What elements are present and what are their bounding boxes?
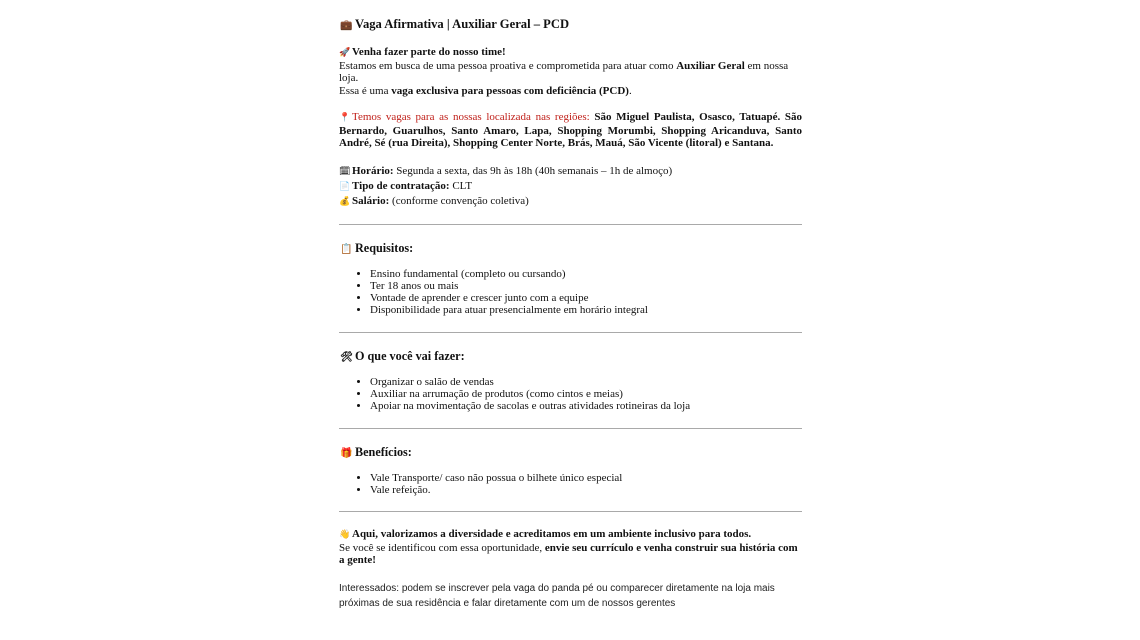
list-item: • Vontade de aprender e crescer junto com a equipe — [370, 292, 802, 304]
money-bag-icon: 💰 — [339, 196, 351, 207]
intro-line-1: Estamos em busca de uma pessoa proativa e comprometida para atuar como Auxiliar Geral em nossa loja. — [339, 59, 789, 84]
list-item: • Auxiliar na arrumação de produtos (como cintos e meias) — [370, 388, 802, 400]
list-item: • Organizar o salão de vendas — [370, 376, 802, 388]
divider — [339, 511, 802, 512]
detail-salario: 💰 Salário: (conforme convenção coletiva) — [339, 194, 529, 207]
closing-heading: Aqui, valorizamos a diversidade e acreditamos em um ambiente inclusivo para todos. — [352, 528, 752, 541]
clipboard-icon: 📋 — [340, 243, 353, 255]
locations-list: São Miguel Paulista, Osasco, Tatuapé. São Bernardo, Guarulhos, Santo Amaro, Lapa, Shopping Morumbi, Shopping Aricanduva, Santo André, Sé (rua Direita), Shopping Center Norte, Brás, Mauá, São Vicente (litoral) e Santana. — [339, 111, 802, 149]
requisitos-title: 📋 Requisitos: — [340, 240, 802, 258]
beneficios-title: 🎁 Benefícios: — [340, 444, 802, 462]
gift-icon: 🎁 — [340, 447, 353, 459]
atividades-list — [339, 376, 802, 413]
intro-heading: Venha fazer parte do nosso time! — [352, 46, 506, 58]
pin-icon: 📍 — [339, 113, 351, 123]
tools-icon: 🛠 — [340, 351, 353, 363]
page-title — [340, 16, 802, 34]
calendar-icon: 🗓 — [339, 166, 351, 177]
list-item: • Vale Transporte/ caso não possua o bilhete único especial — [370, 472, 802, 484]
divider — [339, 224, 802, 225]
footer-note: Interessados: podem se inscrever pela vaga do panda pé ou comparecer diretamente na loja mais próximas de sua residência e falar diretamente com um de nossos gerentes — [339, 582, 775, 609]
beneficios-list — [339, 472, 802, 497]
closing-line: Se você se identificou com essa oportunidade, envie seu currículo e venha construir sua história com a gente! — [339, 541, 798, 567]
briefcase-icon: 💼 — [340, 20, 353, 31]
document-icon: 📄 — [339, 181, 351, 192]
atividades-title: 🛠 O que você vai fazer: — [340, 348, 802, 366]
wave-hand-icon: 👋 — [339, 530, 351, 541]
intro-line-2: Essa é uma vaga exclusiva para pessoas com deficiência (PCD). — [339, 84, 632, 97]
divider — [339, 428, 802, 429]
locations-lead: Temos vagas para as nossas localizada nas regiões: — [352, 111, 590, 123]
requisitos-list — [339, 268, 802, 317]
list-item: • Ter 18 anos ou mais — [370, 280, 802, 292]
list-item: • Disponibilidade para atuar presencialmente em horário integral — [370, 304, 802, 316]
detail-contratacao: 📄 Tipo de contratação: CLT — [339, 179, 473, 192]
page-title-text: Vaga Afirmativa | Auxiliar Geral – PCD — [355, 17, 570, 31]
list-item: • Apoiar na movimentação de sacolas e outras atividades rotineiras da loja — [370, 400, 802, 412]
divider — [339, 332, 802, 333]
rocket-icon: 🚀 — [339, 48, 351, 58]
detail-horario: 🗓 Horário: Segunda a sexta, das 9h às 18h (40h semanais – 1h de almoço) — [339, 164, 673, 177]
intro-block — [339, 46, 802, 97]
list-item: • Vale refeição. — [370, 484, 802, 496]
closing-block — [339, 528, 802, 567]
locations-block — [339, 111, 802, 150]
job-posting — [339, 16, 802, 611]
details-block — [339, 164, 802, 209]
list-item: • Ensino fundamental (completo ou cursando) — [370, 268, 802, 280]
